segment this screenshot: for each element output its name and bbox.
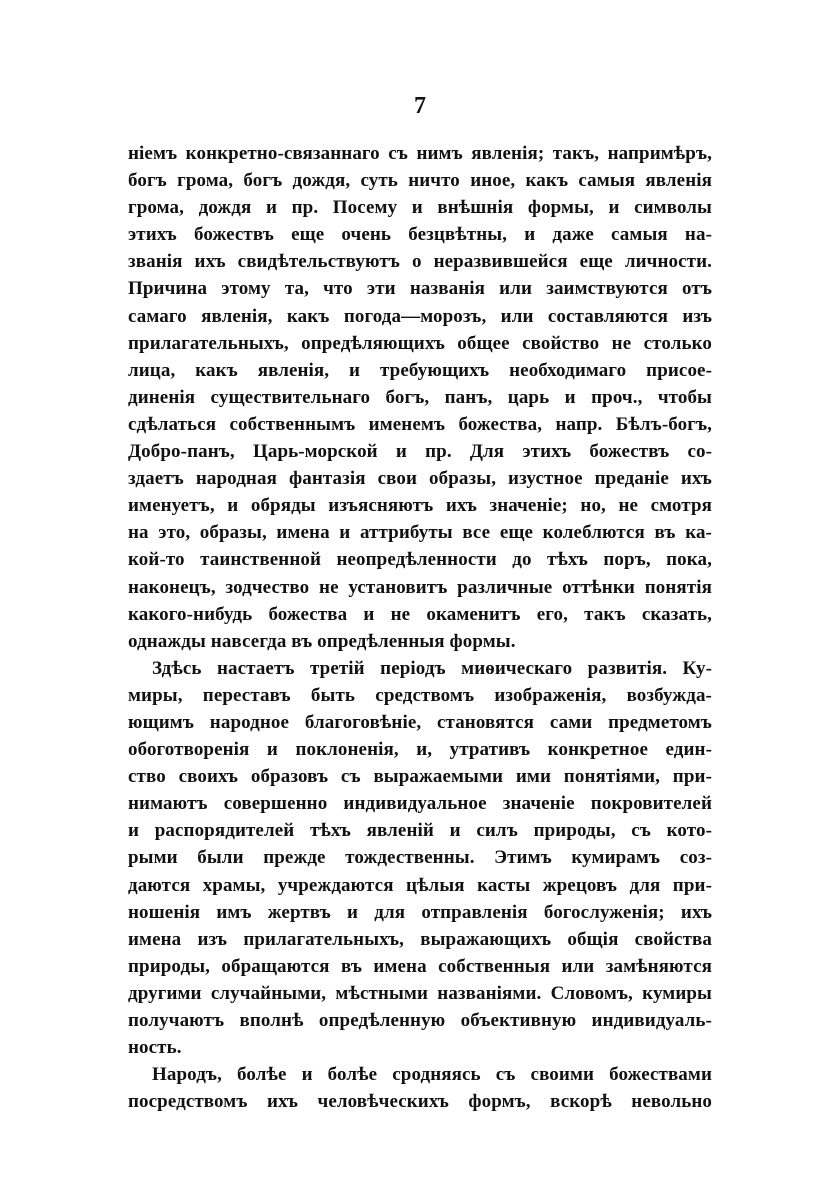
text-line: этихъ божествъ еще очень безцвѣтны, и даже самыя на- [128, 224, 712, 246]
text-line: однажды навсегда въ опредѣленныя формы. [128, 630, 516, 652]
text-line: ношенія имъ жертвъ и для отправленія богослуженія; ихъ [128, 901, 712, 923]
text-line: имена изъ прилагательныхъ, выражающихъ общія свойства [128, 928, 712, 950]
text-line: Народъ, болѣе и болѣе сродняясь съ своими божествами [152, 1064, 712, 1086]
paragraph-3 [128, 1061, 712, 1115]
text-line: званія ихъ свидѣтельствуютъ о неразвившейся еще личности. [128, 251, 712, 273]
text-line: другими случайными, мѣстными названіями. Словомъ, кумиры [128, 982, 712, 1004]
text-line: какого-нибудь божества и не окаменитъ его, такъ сказать, [128, 603, 712, 625]
text-line: прилагательныхъ, опредѣляющихъ общее свойство не столько [128, 332, 712, 354]
text-line: нимаютъ совершенно индивидуальное значеніе покровителей [128, 793, 712, 815]
text-line: богъ грома, богъ дождя, суть ничто иное, какъ самыя явленія [128, 170, 712, 192]
text-line: самаго явленія, какъ погода—морозъ, или составляются изъ [128, 305, 712, 327]
text-line: ющимъ народное благоговѣніе, становятся сами предметомъ [128, 711, 712, 733]
text-line: и распорядителей тѣхъ явленій и силъ природы, съ кото- [128, 820, 712, 842]
paragraph-2 [128, 655, 712, 1061]
text-line: Здѣсь настаетъ третій періодъ миѳическаго развитія. Ку- [152, 657, 712, 679]
text-line: природы, обращаются въ имена собственныя или замѣняются [128, 955, 712, 977]
text-line: на это, образы, имена и аттрибуты все еще колеблются въ ка- [128, 522, 712, 544]
text-line: Причина этому та, что эти названія или заимствуются отъ [128, 278, 712, 300]
text-line: лица, какъ явленія, и требующихъ необходимаго присое- [128, 359, 712, 381]
text-line: даются храмы, учреждаются цѣлыя касты жрецовъ для при- [128, 874, 712, 896]
text-line: ніемъ конкретно-связаннаго съ нимъ явленія; такъ, напримѣръ, [128, 143, 712, 164]
body-text [128, 140, 712, 1115]
text-line: посредствомъ ихъ человѣческихъ формъ, вскорѣ невольно [128, 1091, 712, 1113]
text-line: кой-то таинственной неопредѣленности до тѣхъ поръ, пока, [128, 549, 712, 571]
text-line: рыми были прежде тождественны. Этимъ кумирамъ соз- [128, 847, 712, 869]
text-line: ность. [128, 1037, 182, 1059]
text-line: именуетъ, и обряды изъясняютъ ихъ значеніе; но, не смотря [128, 495, 712, 517]
text-line: наконецъ, зодчество не установитъ различные оттѣнки понятія [128, 576, 712, 598]
text-line: ство своихъ образовъ съ выражаемыми ими понятіями, при- [128, 766, 712, 788]
text-line: обоготворенія и поклоненія, и, утративъ конкретное един- [128, 739, 712, 761]
text-line: Добро-панъ, Царь-морской и пр. Для этихъ божествъ со- [128, 441, 712, 463]
page-number: 7 [414, 93, 426, 119]
paragraph-1 [128, 140, 712, 655]
text-line: миры, переставъ быть средствомъ изображенія, возбужда- [128, 684, 712, 706]
text-line: грома, дождя и пр. Посему и внѣшнія формы, и символы [128, 197, 712, 219]
text-line: сдѣлаться собственнымъ именемъ божества, напр. Бѣлъ-богъ, [128, 413, 712, 435]
text-line: диненія существительнаго богъ, панъ, царь и проч., чтобы [128, 386, 712, 408]
text-line: получаютъ вполнѣ опредѣленную объективную индивидуаль- [128, 1010, 712, 1031]
text-line: здаетъ народная фантазія свои образы, изустное преданіе ихъ [128, 468, 712, 490]
